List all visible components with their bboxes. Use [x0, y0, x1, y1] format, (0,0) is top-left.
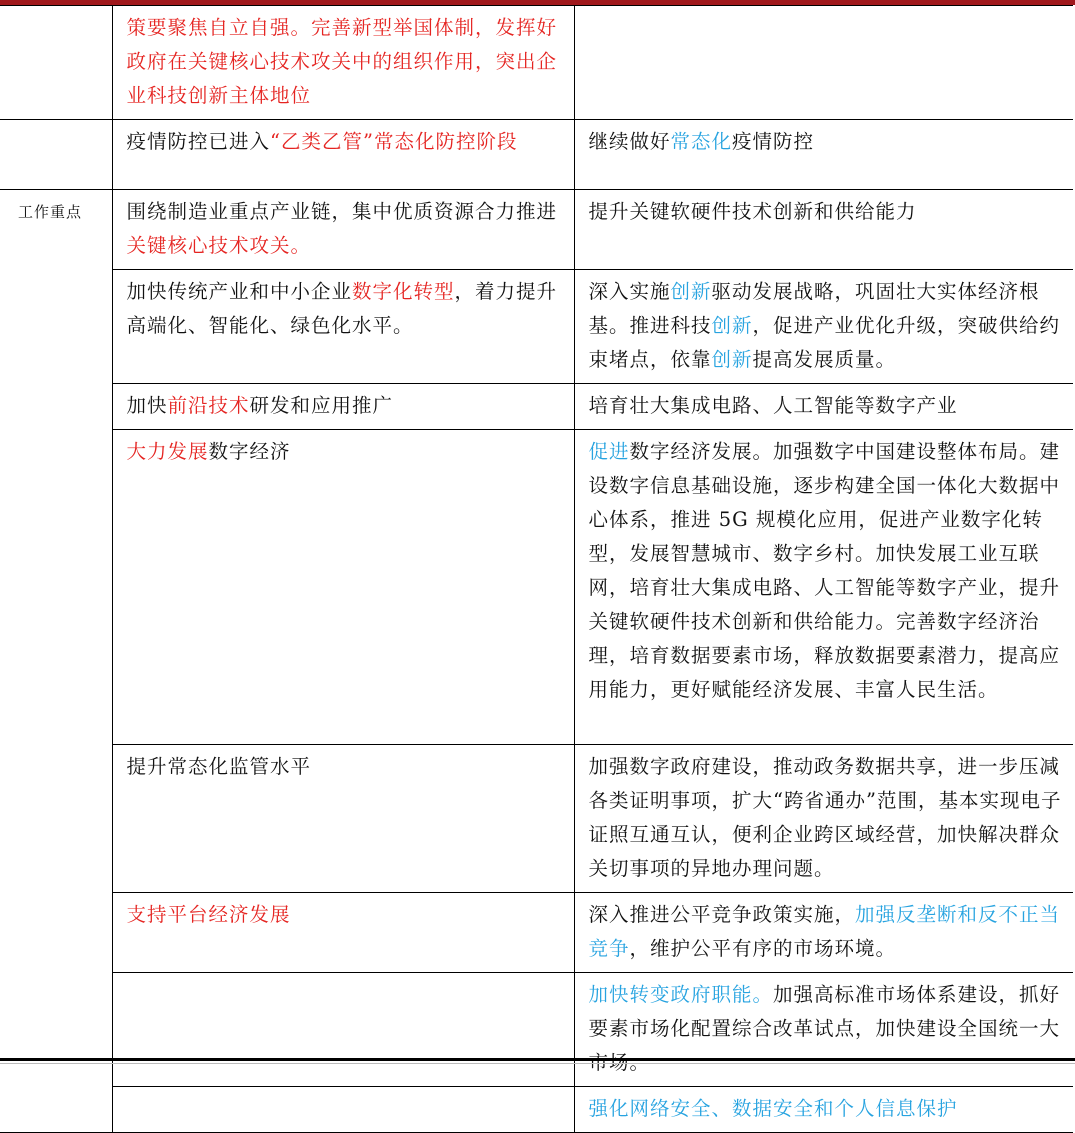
right-cell	[574, 270, 1073, 384]
cell-text-segment: 继续做好	[588, 130, 671, 153]
cell-text-segment: 前沿技术	[167, 394, 250, 417]
cell-text-segment: 创新	[670, 280, 712, 303]
table-row	[0, 384, 1073, 430]
right-cell	[574, 384, 1073, 430]
cell-text-segment: 大力发展	[126, 440, 209, 463]
cell-text-segment: ，促进产业优化升级，突破供给约束堵点，依靠	[588, 314, 1061, 371]
cell-text-segment: 围绕制造业重点产业链，集中优质资源合力推进	[126, 200, 558, 223]
cell-text-segment: ，着力提升高端化、智能化、绿色化水平。	[126, 280, 558, 337]
cell-text-segment: ，维护公平有序的市场环境。	[629, 937, 897, 960]
cell-text-segment: 深入实施	[588, 280, 671, 303]
cell-text-segment: 创新	[711, 314, 753, 337]
right-cell	[574, 973, 1073, 1087]
table-row	[0, 190, 1073, 270]
cell-text-segment: 创新	[711, 348, 753, 371]
table-row	[0, 745, 1073, 893]
left-cell	[112, 973, 574, 1087]
bottom-rule-thin	[0, 1063, 1075, 1064]
cell-text-segment: 加强数字政府建设，推动政务数据共享，进一步压减各类证明事项，扩大“跨省通办”范围，基本实现电子证照互通互认，便利企业跨区域经营，加快解决群众关切事项的异地办理问题。	[588, 755, 1062, 880]
cell-text-segment: 加强反垄断和反不正当竞争	[588, 903, 1061, 960]
cell-text-segment: 支持平台经济发展	[126, 903, 291, 926]
right-cell	[574, 745, 1073, 893]
right-cell	[574, 120, 1073, 190]
cell-text-segment: 策要聚焦自立自强。完善新型举国体制，发挥好政府在关键核心技术攻关中的组织作用，突出企业科技创新主体地位	[126, 16, 558, 107]
cell-text-segment: 深入推进公平竞争政策实施，	[588, 903, 856, 926]
left-cell	[112, 384, 574, 430]
right-cell	[574, 6, 1073, 120]
cell-text-segment: 数字化转型	[352, 280, 455, 303]
cell-text-segment: 加快	[126, 394, 168, 417]
cell-text-segment: 提高发展质量。	[752, 348, 897, 371]
cell-text-segment: 疫情防控已进入	[126, 130, 271, 153]
cell-text-segment: 数字经济发展。加强数字中国建设整体布局。建设数字信息基础设施，逐步构建全国一体化大数据中心体系，推进 5G 规模化应用，促进产业数字化转型，发展智慧城市、数字乡村。加快发展工业互联网，培育壮大集成电路、人工智能等数字产业，提升关键软硬件技术创新和供给能力。完善数字经济治理，培育数据要素市场，释放数据要素潜力，提高应用能力，更好赋能经济发展、丰富人民生活。	[588, 440, 1061, 701]
table-row	[0, 973, 1073, 1087]
bottom-rule	[0, 1058, 1075, 1061]
cell-text-segment: 驱动发展战略，巩固壮大实体经济根基。推进科技	[588, 280, 1040, 337]
table-row	[0, 270, 1073, 384]
left-cell	[112, 270, 574, 384]
cell-text-segment: 研发和应用推广	[249, 394, 394, 417]
section-cell	[0, 120, 112, 190]
left-cell	[112, 893, 574, 973]
section-cell	[0, 6, 112, 120]
cell-text-segment: 培育壮大集成电路、人工智能等数字产业	[588, 394, 958, 417]
cell-text-segment: 促进	[588, 440, 630, 463]
table-row	[0, 893, 1073, 973]
table-row	[0, 430, 1073, 745]
right-cell	[574, 893, 1073, 973]
table-row	[0, 1087, 1073, 1133]
cell-text-segment: 强化网络安全、数据安全和个人信息保护	[588, 1097, 958, 1120]
left-cell	[112, 6, 574, 120]
cell-text-segment: 提升常态化监管水平	[126, 755, 312, 778]
cell-text-segment: 加快传统产业和中小企业	[126, 280, 353, 303]
cell-text-segment: 加强高标准市场体系建设，抓好要素市场化配置综合改革试点，加快建设全国统一大	[588, 983, 1061, 1040]
cell-text-segment: 常态化	[670, 130, 733, 153]
table-row	[0, 6, 1073, 120]
left-cell	[112, 190, 574, 270]
cell-text-segment: 加快转变政府职能。	[588, 983, 774, 1006]
cell-text-segment: 关键核心技术攻关。	[126, 234, 312, 257]
right-cell	[574, 430, 1073, 745]
right-cell	[574, 190, 1073, 270]
cell-text-segment: 疫情防控	[732, 130, 815, 153]
policy-comparison-table	[0, 5, 1073, 1133]
section-label: 工作重点	[0, 190, 112, 1133]
table-row	[0, 120, 1073, 190]
right-cell	[574, 1087, 1073, 1133]
cell-text-segment: “乙类乙管”常态化防控阶段	[270, 130, 518, 153]
left-cell	[112, 430, 574, 745]
left-cell	[112, 745, 574, 893]
left-cell	[112, 1087, 574, 1133]
cell-text-segment: 提升关键软硬件技术创新和供给能力	[588, 200, 917, 223]
left-cell	[112, 120, 574, 190]
cell-text-segment: 数字经济	[208, 440, 291, 463]
